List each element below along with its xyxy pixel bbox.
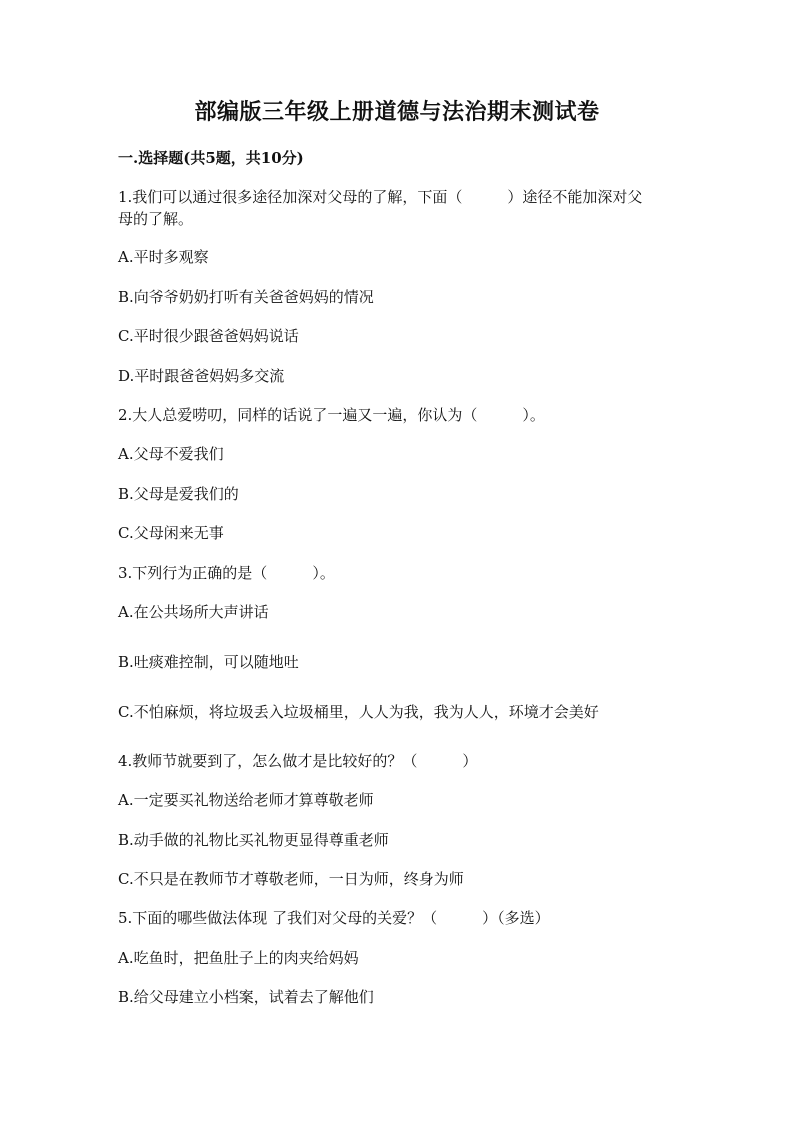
question-3-option-c: C.不怕麻烦，将垃圾丢入垃圾桶里，人人为我，我为人人，环境才会美好 — [118, 703, 599, 721]
question-3-option-a: A.在公共场所大声讲话 — [118, 603, 269, 621]
question-3-stem: 3.下列行为正确的是（ ）。 — [118, 564, 335, 582]
question-5-option-b: B.给父母建立小档案，试着去了解他们 — [118, 988, 374, 1006]
question-1-option-b: B.向爷爷奶奶打听有关爸爸妈妈的情况 — [118, 288, 374, 306]
question-2-option-c: C.父母闲来无事 — [118, 524, 224, 542]
page-title: 部编版三年级上册道德与法治期末测试卷 — [194, 99, 600, 125]
question-4-option-a: A.一定要买礼物送给老师才算尊敬老师 — [118, 791, 374, 809]
question-2-option-a: A.父母不爱我们 — [118, 445, 224, 463]
question-5-option-a: A.吃鱼时，把鱼肚子上的肉夹给妈妈 — [118, 949, 359, 967]
question-1-stem-cont: 母的了解。 — [118, 210, 194, 228]
question-2-option-b: B.父母是爱我们的 — [118, 485, 239, 503]
question-1-option-d: D.平时跟爸爸妈妈多交流 — [118, 367, 285, 385]
question-3-option-b: B.吐痰难控制，可以随地吐 — [118, 653, 299, 671]
question-1-option-a: A.平时多观察 — [118, 248, 209, 266]
question-4-option-c: C.不只是在教师节才尊敬老师，一日为师，终身为师 — [118, 870, 464, 888]
question-5-stem: 5.下面的哪些做法体现 了我们对父母的关爱？（ ）（多选） — [118, 909, 550, 927]
question-4-option-b: B.动手做的礼物比买礼物更显得尊重老师 — [118, 831, 389, 849]
question-1-option-c: C.平时很少跟爸爸妈妈说话 — [118, 327, 299, 345]
question-1-stem: 1.我们可以通过很多途径加深对父母的了解，下面（ ）途径不能加深对父 — [118, 188, 643, 206]
question-4-stem: 4.教师节就要到了，怎么做才是比较好的？（ ） — [118, 752, 478, 770]
question-2-stem: 2.大人总爱唠叨，同样的话说了一遍又一遍，你认为（ ）。 — [118, 406, 545, 424]
section-heading: 一.选择题(共5题，共10分) — [118, 149, 304, 167]
